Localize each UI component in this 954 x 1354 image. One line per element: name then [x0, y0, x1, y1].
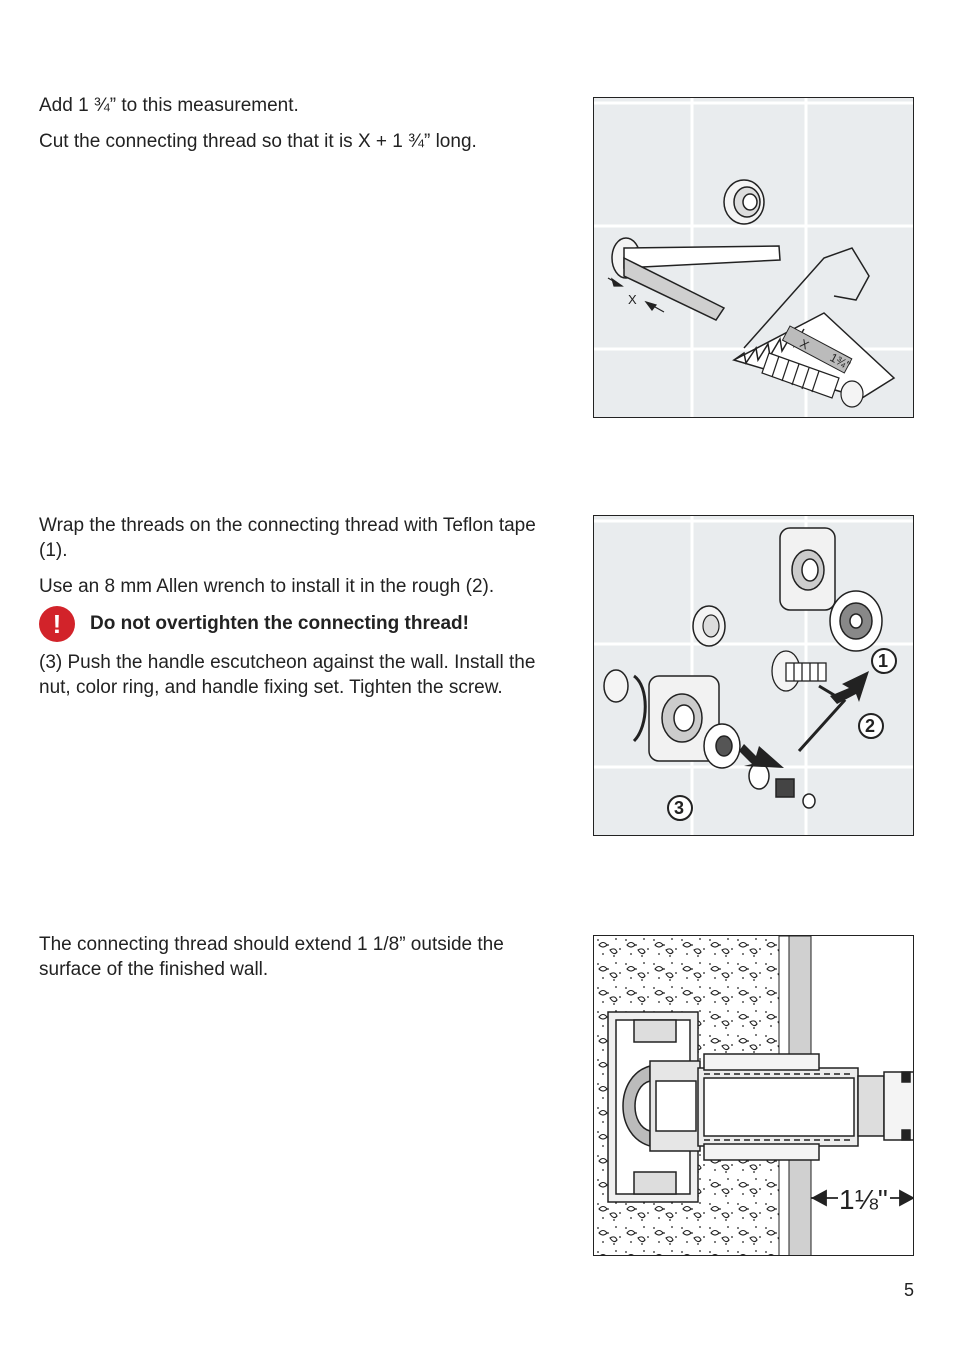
section2-line1: Wrap the threads on the connecting thread with Teflon tape (1).: [39, 515, 536, 561]
warning-icon: !: [39, 606, 75, 642]
section3-line1: The connecting thread should extend 1 1/8” outside the surface of the finished wall.: [39, 934, 504, 980]
section2-line3: (3) Push the handle escutcheon against the wall. Install the nut, color ring, and handle fixing set. Tighten the screw.: [39, 652, 536, 698]
callout-1: 1: [878, 651, 889, 671]
section2-text: [39, 513, 539, 610]
callout-3: 3: [674, 798, 685, 818]
section1-line2: Cut the connecting thread so that it is X + 1 ¾” long.: [39, 131, 477, 152]
callout-2: 2: [865, 716, 876, 736]
warning-text: Do not overtighten the connecting thread!: [90, 613, 469, 634]
figure1-x-label: X: [628, 292, 637, 307]
section2-line2: Use an 8 mm Allen wrench to install it in the rough (2).: [39, 576, 495, 597]
section1-line1: Add 1 ¾” to this measurement.: [39, 95, 299, 116]
dimension-label: 1⅛": [839, 1184, 888, 1215]
figure1-measure-label: 1¾": [827, 350, 853, 373]
page-number: 5: [903, 1280, 914, 1300]
figure-cross-section: [593, 935, 914, 1256]
section1-text: [39, 93, 559, 165]
figure-cut-thread: [593, 97, 914, 418]
section3-text: [39, 932, 549, 993]
figure1-saw-x-label: X: [797, 336, 812, 353]
section2-instructions: [39, 650, 539, 711]
figure-assembly: [593, 515, 914, 836]
warning-row: [39, 606, 469, 642]
